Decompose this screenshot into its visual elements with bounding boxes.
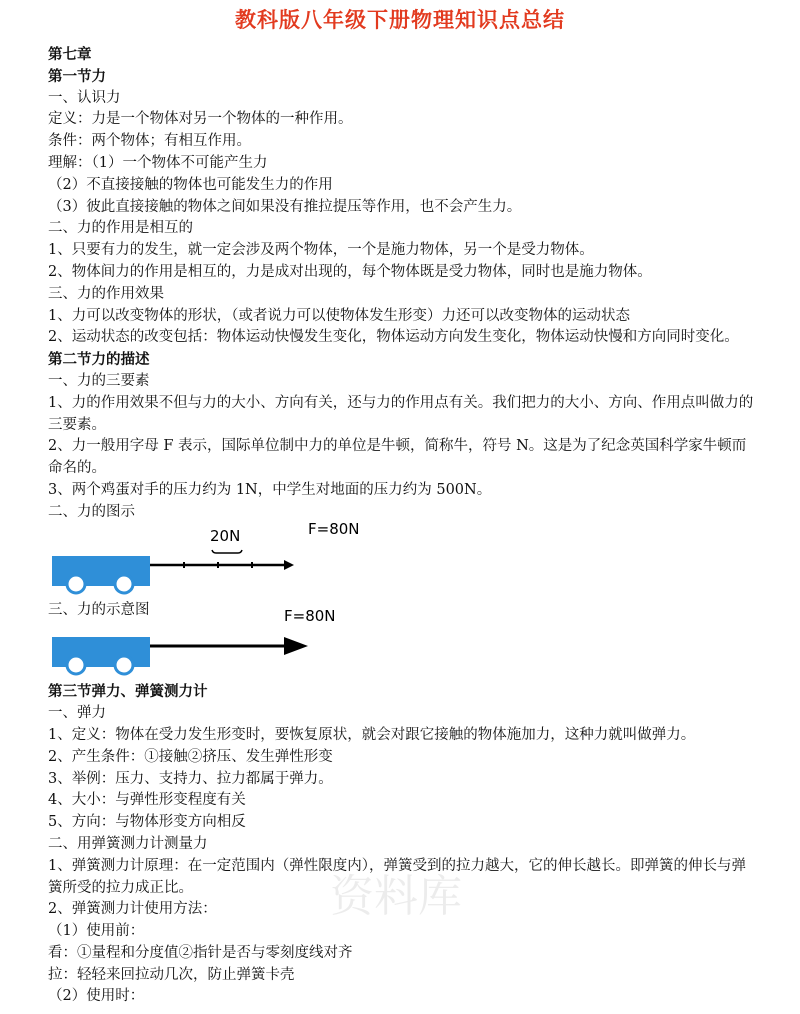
text-line: 1、弹簧测力计原理：在一定范围内（弹性限度内），弹簧受到的拉力越大，它的伸长越长。即弹簧的伸长与弹簧所受的拉力成正比。 [48, 857, 746, 896]
force-diagram-svg [48, 524, 760, 600]
text-line: 看：①量程和分度值②指针是否与零刻度线对齐 [48, 944, 353, 961]
text-line: 二、力的作用是相互的 [48, 220, 193, 237]
text-line: 三、力的作用效果 [48, 285, 164, 302]
cart-wheel [67, 575, 85, 593]
text-line: 一、认识力 [48, 89, 121, 106]
cart-wheel [115, 656, 133, 674]
text-line: 条件：两个物体；有相互作用。 [48, 133, 251, 150]
scale-label: 20N [210, 526, 241, 545]
force-arrow-head [284, 637, 308, 655]
text-line: 4、大小：与弹性形变程度有关 [48, 792, 246, 809]
text-line: 3、两个鸡蛋对手的压力约为 1N，中学生对地面的压力约为 500N。 [48, 481, 492, 498]
text-line: 3、举例：压力、支持力、拉力都属于弹力。 [48, 770, 333, 787]
text-line: 1、力的作用效果不但与力的大小、方向有关，还与力的作用点有关。我们把力的大小、方向、作用点叫做力的三要素。 [48, 394, 754, 433]
text-line: 2、运动状态的改变包括：物体运动快慢发生变化，物体运动方向发生变化，物体运动快慢和方向同时变化。 [48, 329, 739, 346]
text-line: 1、只要有力的发生，就一定会涉及两个物体，一个是施力物体，另一个是受力物体。 [48, 242, 594, 259]
force-label: F=80N [284, 607, 336, 626]
text-line: 第七章 [48, 46, 92, 63]
text-line: 二、力的图示 [48, 503, 135, 520]
text-line: 第二节力的描述 [48, 351, 150, 369]
cart-wheel [115, 575, 133, 593]
text-line: 2、力一般用字母 F 表示，国际单位制中力的单位是牛顿，简称牛，符号 N。这是为了纪念英国科学家牛顿而命名的。 [48, 438, 747, 477]
text-line: （1）使用前： [48, 923, 145, 940]
text-line: 第三节弹力、弹簧测力计 [48, 683, 208, 701]
text-line: 一、力的三要素 [48, 372, 150, 389]
cart-wheel [67, 656, 85, 674]
watermark: 资料库 [330, 871, 462, 922]
document-body [48, 44, 760, 1008]
text-line: （2）不直接接触的物体也可能发生力的作用 [48, 176, 333, 193]
section-chapter7 [48, 44, 760, 524]
text-line: 拉：轻轻来回拉动几次，防止弹簧卡壳 [48, 966, 295, 983]
text-line: 2、产生条件：①接触②挤压、发生弹性形变 [48, 748, 333, 765]
text-line: 5、方向：与物体形变方向相反 [48, 814, 246, 831]
text-line: 一、弹力 [48, 705, 106, 722]
force-arrow-head [284, 560, 294, 570]
figure2-caption: 三、力的示意图 [48, 601, 150, 618]
text-line: 理解：（1）一个物体不可能产生力 [48, 154, 268, 171]
text-line: 定义：力是一个物体对另一个物体的一种作用。 [48, 111, 353, 128]
scale-bracket [212, 550, 242, 553]
text-line: 二、用弹簧测力计测量力 [48, 835, 208, 852]
force-label: F=80N [308, 519, 360, 538]
section-elastic-force [48, 681, 760, 1008]
text-line: 2、弹簧测力计使用方法： [48, 901, 217, 918]
text-line: （2）使用时： [48, 988, 145, 1005]
document-title: 教科版八年级下册物理知识点总结 [235, 8, 565, 32]
force-sketch-svg [48, 621, 760, 681]
text-line: 2、物体间力的作用是相互的，力是成对出现的，每个物体既是受力物体，同时也是施力物体。 [48, 263, 652, 280]
text-line: （3）彼此直接接触的物体之间如果没有推拉提压等作用，也不会产生力。 [48, 198, 522, 215]
force-diagram-figure [48, 519, 760, 600]
text-line: 1、力可以改变物体的形状，（或者说力可以使物体发生形变）力还可以改变物体的运动状态 [48, 307, 630, 324]
text-line: 1、定义：物体在受力发生形变时，要恢复原状，就会对跟它接触的物体施加力，这种力就叫做弹力。 [48, 726, 696, 743]
text-line: 第一节力 [48, 67, 106, 85]
